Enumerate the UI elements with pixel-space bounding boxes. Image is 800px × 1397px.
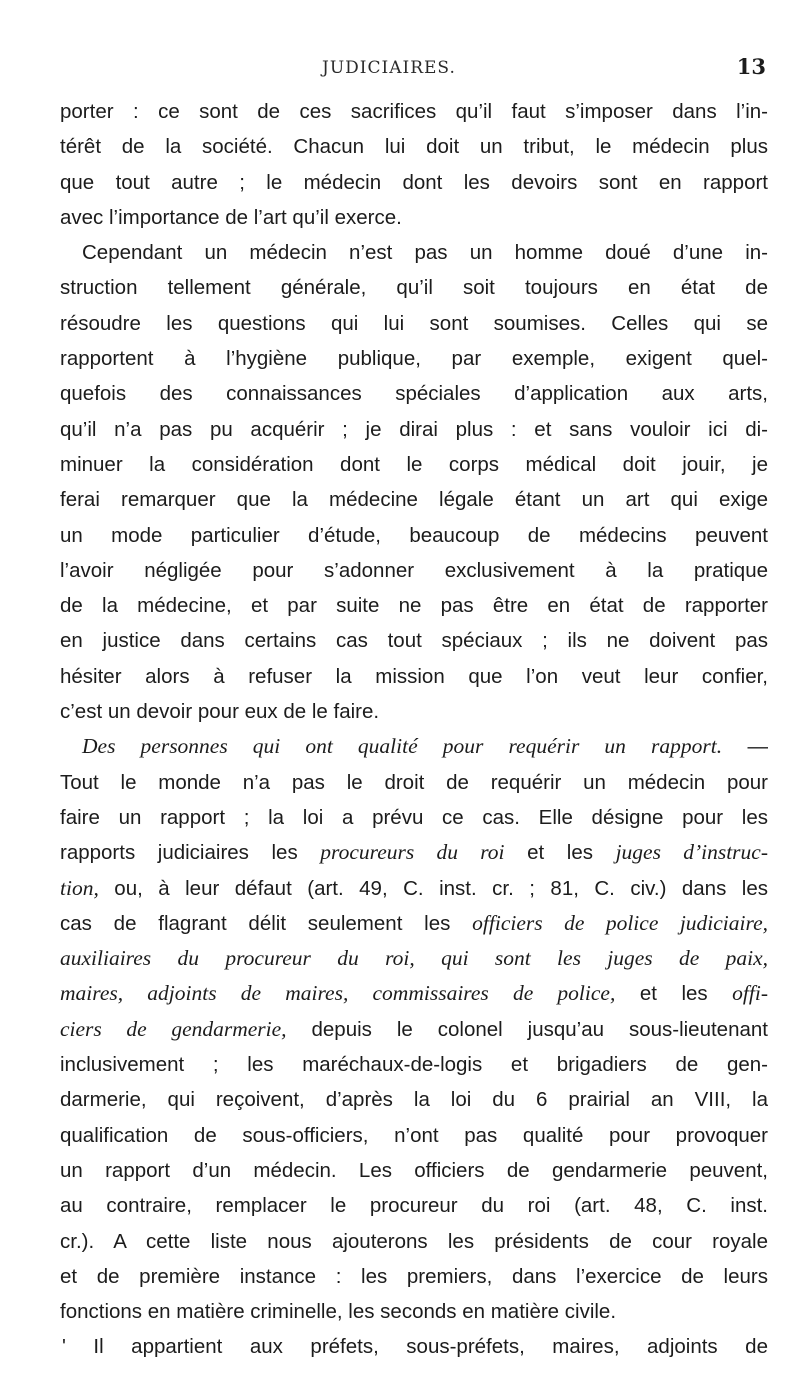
text-segment: résoudre les questions qui lui sont soumises. Celles qui se (60, 311, 768, 335)
text-line (60, 94, 768, 129)
italic-text: Des personnes qui ont qualité pour requérir un rapport. (82, 734, 723, 759)
text-line (60, 871, 768, 906)
text-line (60, 1329, 768, 1364)
text-segment: et les (504, 841, 616, 865)
text-line (60, 270, 768, 305)
text-segment: hésiter alors à refuser la mission que l’on veut leur confier, (60, 664, 768, 688)
text-line (60, 1294, 768, 1329)
text-segment: minuer la considération dont le corps médical doit jouir, je (60, 452, 768, 476)
text-line (60, 1082, 768, 1117)
text-line (60, 765, 768, 800)
text-line (60, 200, 768, 235)
text-line (60, 659, 768, 694)
text-segment: térêt de la société. Chacun lui doit un tribut, le médecin plus (60, 135, 768, 159)
text-line (60, 835, 768, 870)
page-header (60, 54, 766, 88)
body-text (60, 94, 768, 1365)
text-line (60, 623, 768, 658)
italic-text: maires, adjoints de maires, commissaires de police, (60, 981, 616, 1006)
italic-text: auxiliaires du procureur du roi, qui sont les juges de paix, (60, 946, 768, 971)
text-segment: depuis le colonel jusqu’au sous-lieutenant (286, 1017, 768, 1041)
text-line (60, 800, 768, 835)
text-segment: darmerie, qui reçoivent, d’après la loi du 6 prairial an VIII, la (60, 1088, 768, 1112)
italic-text: officiers de police judiciaire, (472, 910, 768, 935)
text-segment: ' Il appartient aux préfets, sous-préfets, maires, adjoints de (62, 1335, 768, 1359)
text-line (60, 553, 768, 588)
text-segment: un rapport d’un médecin. Les officiers de gendarmerie peuvent, (60, 1158, 768, 1182)
text-line (60, 1118, 768, 1153)
text-segment: fonctions en matière criminelle, les seconds en matière civile. (60, 1300, 617, 1324)
text-line (60, 235, 768, 270)
text-segment: un mode particulier d’étude, beaucoup de médecins peuvent (60, 523, 768, 547)
text-segment: rapportent à l’hygiène publique, par exemple, exigent quel- (60, 347, 768, 371)
text-line (60, 906, 768, 941)
text-line (60, 306, 768, 341)
text-segment: c’est un devoir pour eux de le faire. (60, 700, 380, 724)
text-segment: l’avoir négligée pour s’adonner exclusivement à la pratique (60, 558, 768, 582)
text-line (60, 1259, 768, 1294)
text-line (60, 1012, 768, 1047)
text-line (60, 1224, 768, 1259)
text-segment: et de première instance : les premiers, dans l’exercice de leurs (60, 1264, 768, 1288)
italic-text: juges d’instruc- (615, 840, 769, 865)
text-segment: qu’il n’a pas pu acquérir ; je dirai plus : et sans vouloir ici di- (60, 417, 768, 441)
text-line (60, 376, 768, 411)
text-segment: qualification de sous-officiers, n’ont pas qualité pour provoquer (60, 1123, 768, 1147)
text-segment: ou, à leur défaut (art. 49, C. inst. cr. ; 81, C. civ.) dans les (98, 876, 768, 900)
text-segment: rapports judiciaires les (60, 841, 321, 865)
text-segment: ferai remarquer que la médecine légale étant un art qui exige (60, 488, 768, 512)
text-segment: inclusivement ; les maréchaux-de-logis et brigadiers de gen- (60, 1053, 768, 1077)
text-segment: — (722, 735, 769, 759)
text-line (60, 412, 768, 447)
text-segment: que tout autre ; le médecin dont les devoirs sont en rapport (60, 170, 768, 194)
italic-text: tion, (60, 875, 99, 900)
text-line (60, 1047, 768, 1082)
text-segment: quefois des connaissances spéciales d’application aux arts, (60, 382, 768, 406)
text-segment: struction tellement générale, qu’il soit toujours en état de (60, 276, 768, 300)
italic-text: procureurs du roi (320, 840, 505, 865)
text-line (60, 1153, 768, 1188)
text-segment: avec l’importance de l’art qu’il exerce. (60, 205, 402, 229)
text-line (60, 447, 768, 482)
text-line (60, 729, 768, 764)
text-line (60, 482, 768, 517)
text-line (60, 341, 768, 376)
italic-text: offi- (732, 981, 768, 1006)
text-segment: faire un rapport ; la loi a prévu ce cas. Elle désigne pour les (60, 805, 768, 829)
italic-text: ciers de gendarmerie, (60, 1016, 287, 1041)
text-line (60, 129, 768, 164)
text-segment: cr.). A cette liste nous ajouterons les présidents de cour royale (60, 1229, 768, 1253)
text-line (60, 518, 768, 553)
text-segment: au contraire, remplacer le procureur du roi (art. 48, C. inst. (60, 1194, 768, 1218)
page-number: 13 (736, 54, 766, 79)
text-line (60, 941, 768, 976)
text-segment: de la médecine, et par suite ne pas être en état de rapporter (60, 594, 768, 618)
text-line (60, 588, 768, 623)
running-title: JUDICIAIRES. (322, 58, 456, 78)
text-segment: Tout le monde n’a pas le droit de requérir un médecin pour (60, 770, 768, 794)
text-line (60, 1188, 768, 1223)
text-line (60, 694, 768, 729)
text-segment: et les (615, 982, 733, 1006)
text-line (60, 165, 768, 200)
text-segment: en justice dans certains cas tout spéciaux ; ils ne doivent pas (60, 629, 768, 653)
text-segment: Cependant un médecin n’est pas un homme doué d’une in- (82, 241, 768, 265)
text-segment: porter : ce sont de ces sacrifices qu’il faut s’imposer dans l’in- (60, 100, 768, 123)
text-segment: cas de flagrant délit seulement les (60, 911, 473, 935)
text-line (60, 976, 768, 1011)
